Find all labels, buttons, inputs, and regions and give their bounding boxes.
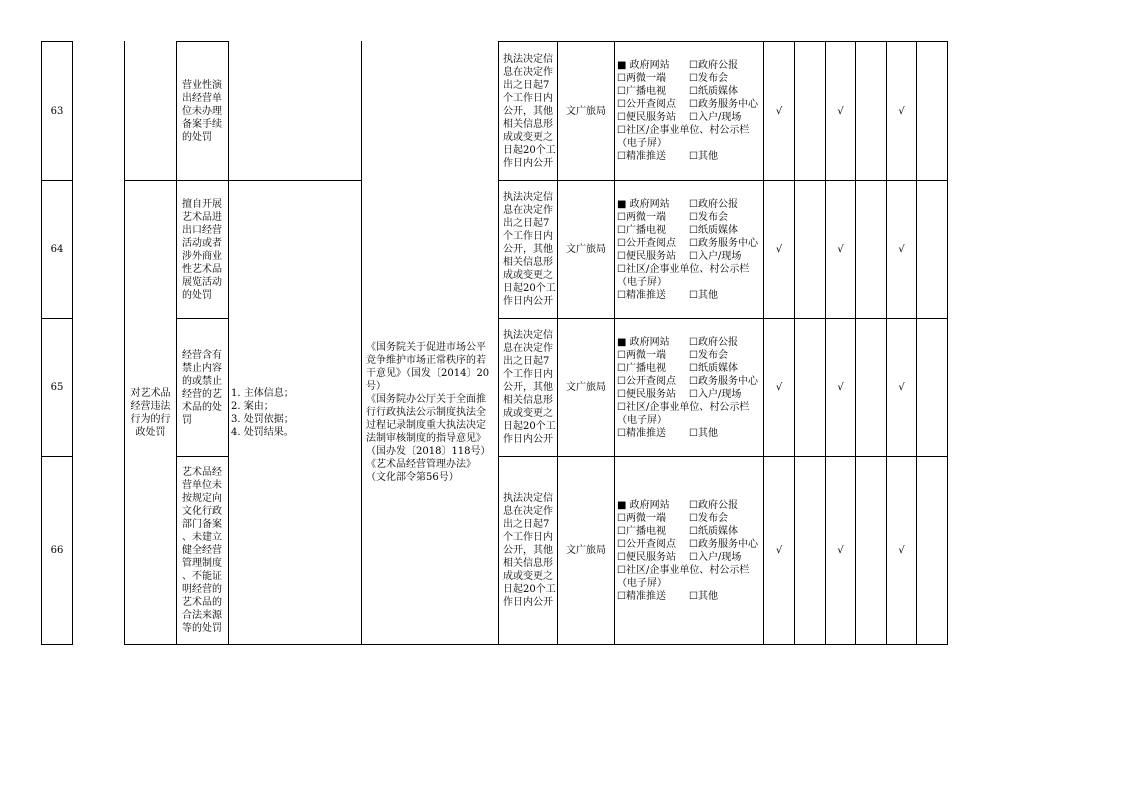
channel-option: ☐纸质媒体 — [689, 224, 738, 236]
channel-option: ☐两微一端 — [617, 349, 666, 361]
channel-option: ☐广播电视 — [617, 224, 666, 236]
channel-option: ☐社区/企事业单位、村公示栏 — [617, 564, 750, 576]
channel-option: ☐纸质媒体 — [689, 525, 738, 537]
channel-option: ■ 政府网站 — [617, 336, 670, 348]
channel-option: ☐入户/现场 — [689, 250, 742, 262]
channel-option: ☐纸质媒体 — [689, 86, 738, 97]
channel-option: ☐精准推送 — [617, 151, 666, 162]
check-mark: √ — [775, 244, 783, 255]
channels-cell — [615, 319, 763, 456]
channel-option: ☐精准推送 — [617, 590, 666, 602]
grid-line — [124, 644, 948, 645]
channel-option: ☐政务服务中心 — [689, 99, 758, 110]
channel-option: （电子屏） — [617, 414, 667, 426]
channel-option: ☐广播电视 — [617, 525, 666, 537]
check-mark: √ — [898, 105, 905, 117]
channel-option: ☐其他 — [689, 427, 718, 439]
basis-cell: 《国务院关于促进市场公平 竞争维护市场正常秩序的若 干意见》（国发〔2014〕20 号） 《国务院办公厅关于全面推 行行政执法公示制度执法全 过程记录制度重大执法决定 法制审核制度的指导意见》 （国办发〔2018〕118号） 《艺术品经营管理办法》 （文化部令第56号） — [366, 342, 491, 483]
check-mark: √ — [898, 244, 905, 255]
channel-option: ☐便民服务站 — [617, 250, 676, 262]
check-mark: √ — [837, 545, 844, 556]
channel-option: ☐发布会 — [689, 211, 728, 223]
check-mark: √ — [837, 244, 844, 255]
channel-option: ☐纸质媒体 — [689, 362, 738, 374]
channels-cell — [615, 42, 763, 180]
body-cell: 文广旅局 — [566, 105, 606, 117]
channel-option: ☐政府公报 — [689, 499, 738, 511]
grid-line — [855, 41, 856, 645]
channel-option: ■ 政府网站 — [617, 60, 670, 71]
category-cell: 对艺术品 经营违法 行为的行 政处罚 — [130, 387, 171, 438]
channel-option: ☐其他 — [689, 151, 718, 162]
channel-option: ☐政府公报 — [689, 336, 738, 348]
check-mark: √ — [775, 382, 783, 393]
check-mark: √ — [837, 382, 844, 393]
timing-cell: 执法决定信 息在决定作 出之日起7 个工作日内 公开，其他 相关信息形 成或变更之 日起20个工 作日内公开 — [503, 192, 556, 307]
item-name-cell: 艺术品经 营单位未 按规定向 文化行政 部门备案 、未建立 健全经营 管理制度 、不能证 明经营的 艺术品的 合法来源 等的处罚 — [182, 467, 222, 634]
channel-option: ☐政务服务中心 — [689, 538, 758, 550]
grid-line — [947, 41, 948, 645]
item-name-cell: 经营含有 禁止内容 的或禁止 经营的艺 术品的处 罚 — [182, 349, 222, 426]
channel-option: ☐发布会 — [689, 349, 728, 361]
channel-option: ☐入户/现场 — [689, 551, 742, 563]
body-cell: 文广旅局 — [566, 382, 606, 393]
channel-option: ☐两微一端 — [617, 512, 666, 524]
channel-option — [689, 577, 758, 590]
channel-option: ☐便民服务站 — [617, 112, 676, 123]
channel-option — [689, 401, 758, 414]
channel-option: ☐公开查阅点 — [617, 375, 676, 387]
channel-option: ☐两微一端 — [617, 73, 666, 84]
channel-option — [689, 137, 758, 150]
channel-option: ☐入户/现场 — [689, 112, 742, 123]
check-mark: √ — [775, 545, 783, 556]
grid-line — [72, 41, 73, 645]
check-mark: √ — [898, 545, 905, 556]
row-number: 66 — [50, 545, 64, 556]
channel-option: ☐社区/企事业单位、村公示栏 — [617, 401, 750, 413]
body-cell: 文广旅局 — [566, 244, 606, 255]
channel-option — [689, 124, 758, 137]
check-mark: √ — [775, 105, 783, 117]
channel-option: ☐政府公报 — [689, 60, 738, 71]
channel-option: ☐发布会 — [689, 73, 728, 84]
grid-line — [794, 41, 795, 645]
channel-option: ☐广播电视 — [617, 86, 666, 97]
grid-line — [41, 644, 73, 645]
channel-option: ■ 政府网站 — [617, 499, 670, 511]
channel-option: ☐公开查阅点 — [617, 538, 676, 550]
channel-option: （电子屏） — [617, 138, 667, 149]
row-number: 65 — [50, 382, 64, 393]
timing-cell: 执法决定信 息在决定作 出之日起7 个工作日内 公开，其他 相关信息形 成或变更之 日起20个工 作日内公开 — [503, 53, 556, 169]
check-mark: √ — [837, 105, 844, 117]
channels-cell — [615, 181, 763, 318]
content-cell: 1. 主体信息； 2. 案由； 3. 处罚依据； 4. 处罚结果。 — [231, 387, 294, 438]
channel-option: ☐发布会 — [689, 512, 728, 524]
channel-option: ■ 政府网站 — [617, 198, 670, 210]
channel-option: ☐政府公报 — [689, 198, 738, 210]
channel-option: ☐公开查阅点 — [617, 99, 676, 110]
channel-option: ☐两微一端 — [617, 211, 666, 223]
channel-option — [689, 564, 758, 577]
channel-option: ☐便民服务站 — [617, 388, 676, 400]
row-number: 64 — [50, 244, 64, 255]
channel-option — [689, 263, 758, 276]
timing-cell: 执法决定信 息在决定作 出之日起7 个工作日内 公开，其他 相关信息形 成或变更之 日起20个工 作日内公开 — [503, 330, 556, 445]
channel-option: ☐广播电视 — [617, 362, 666, 374]
channel-option: ☐其他 — [689, 289, 718, 301]
channel-option: ☐政务服务中心 — [689, 237, 758, 249]
channel-option — [689, 276, 758, 289]
channel-option: ☐社区/企事业单位、村公示栏 — [617, 263, 750, 275]
check-mark: √ — [898, 382, 905, 393]
timing-cell: 执法决定信 息在决定作 出之日起7 个工作日内 公开，其他 相关信息形 成或变更之 日起20个工 作日内公开 — [503, 493, 556, 608]
grid-line — [916, 41, 917, 645]
channel-option: ☐社区/企事业单位、村公示栏 — [617, 125, 750, 136]
item-name-cell: 擅自开展 艺术品进 出口经营 活动或者 涉外商业 性艺术品 展览活动 的处罚 — [182, 198, 222, 301]
item-name-cell: 营业性演 出经营单 位未办理 备案手续 的处罚 — [182, 79, 222, 143]
channel-option: ☐其他 — [689, 590, 718, 602]
channel-option: ☐入户/现场 — [689, 388, 742, 400]
channel-option: ☐政务服务中心 — [689, 375, 758, 387]
channel-option: ☐精准推送 — [617, 289, 666, 301]
channel-option: ☐公开查阅点 — [617, 237, 676, 249]
channel-option: ☐便民服务站 — [617, 551, 676, 563]
channel-option: （电子屏） — [617, 577, 667, 589]
channels-cell — [615, 457, 763, 644]
channel-option — [689, 414, 758, 427]
channel-option: （电子屏） — [617, 276, 667, 288]
row-number: 63 — [50, 105, 64, 117]
channel-option: ☐精准推送 — [617, 427, 666, 439]
body-cell: 文广旅局 — [566, 545, 606, 556]
